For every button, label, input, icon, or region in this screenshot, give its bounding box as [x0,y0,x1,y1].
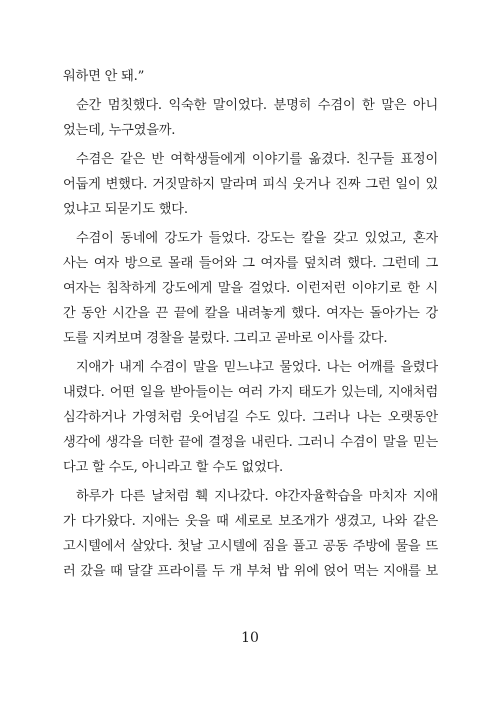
text-line: 수겸이 동네에 강도가 들었다. 강도는 칼을 갖고 있었고, 혼자 [76,231,438,246]
text-line: 생각에 생각을 더한 끝에 결정을 내린다. 그러니 수겸이 말을 믿는 [63,435,438,450]
text-line: 사는 여자 방으로 몰래 들어와 그 여자를 덮치려 했다. 그런데 그 [63,256,438,271]
paragraph [63,64,438,89]
text-line: 하루가 다른 날처럼 훽 지나갔다. 야간자율학습을 마치자 지애 [76,489,438,504]
text-line: 고시텔에서 살았다. 첫날 고시텔에 짐을 풀고 공동 주방에 물을 뜨 [63,539,438,554]
text-line: 어둡게 변했다. 거짓말하지 말라며 피식 웃거나 진짜 그런 일이 있 [63,177,438,192]
text-line: 지애가 내게 수겸이 말을 믿느냐고 물었다. 나는 어깨를 을렸다 [76,360,438,375]
text-line: 도를 지켜보며 경찰을 불렀다. 그리고 곧바로 이사를 갔다. [63,331,388,346]
text-line: 여자는 침착하게 강도에게 말을 걸었다. 이런저런 이야기로 한 시 [63,281,438,296]
paragraph [63,226,438,351]
paragraph [63,147,438,222]
page-number: 10 [241,630,259,646]
text-line: 었냐고 되묻기도 했다. [63,202,188,217]
paragraph [63,355,438,480]
text-line: 수겸은 같은 반 여학생들에게 이야기를 옮겼다. 친구들 표정이 [76,152,438,167]
text-line: 가 다가왔다. 지애는 웃을 때 세로로 보조개가 생겼고, 나와 같은 [63,514,438,529]
paragraph [63,93,438,143]
text-line: 다고 할 수도, 아니라고 할 수도 없었다. [63,460,284,475]
text-line: 순간 멈칫했다. 익숙한 말이었다. 분명히 수겸이 한 말은 아니 [76,98,438,113]
text-line: 었는데, 누구였을까. [63,123,176,138]
text-line: 워하면 안 돼.” [63,69,145,84]
text-line: 간 동안 시간을 끈 끝에 칼을 내려놓게 했다. 여자는 돌아가는 강 [63,306,438,321]
text-line: 러 갔을 때 달걀 프라이를 두 개 부쳐 밥 위에 얹어 먹는 지애를 보 [63,564,438,579]
body-text [63,64,438,588]
paragraph [63,484,438,584]
text-line: 심각하거나 가영처럼 웃어넘길 수도 있다. 그러나 나는 오랫동안 [63,410,438,425]
text-line: 내렸다. 어떤 일을 받아들이는 여러 가지 태도가 있는데, 지애처럼 [63,385,438,400]
